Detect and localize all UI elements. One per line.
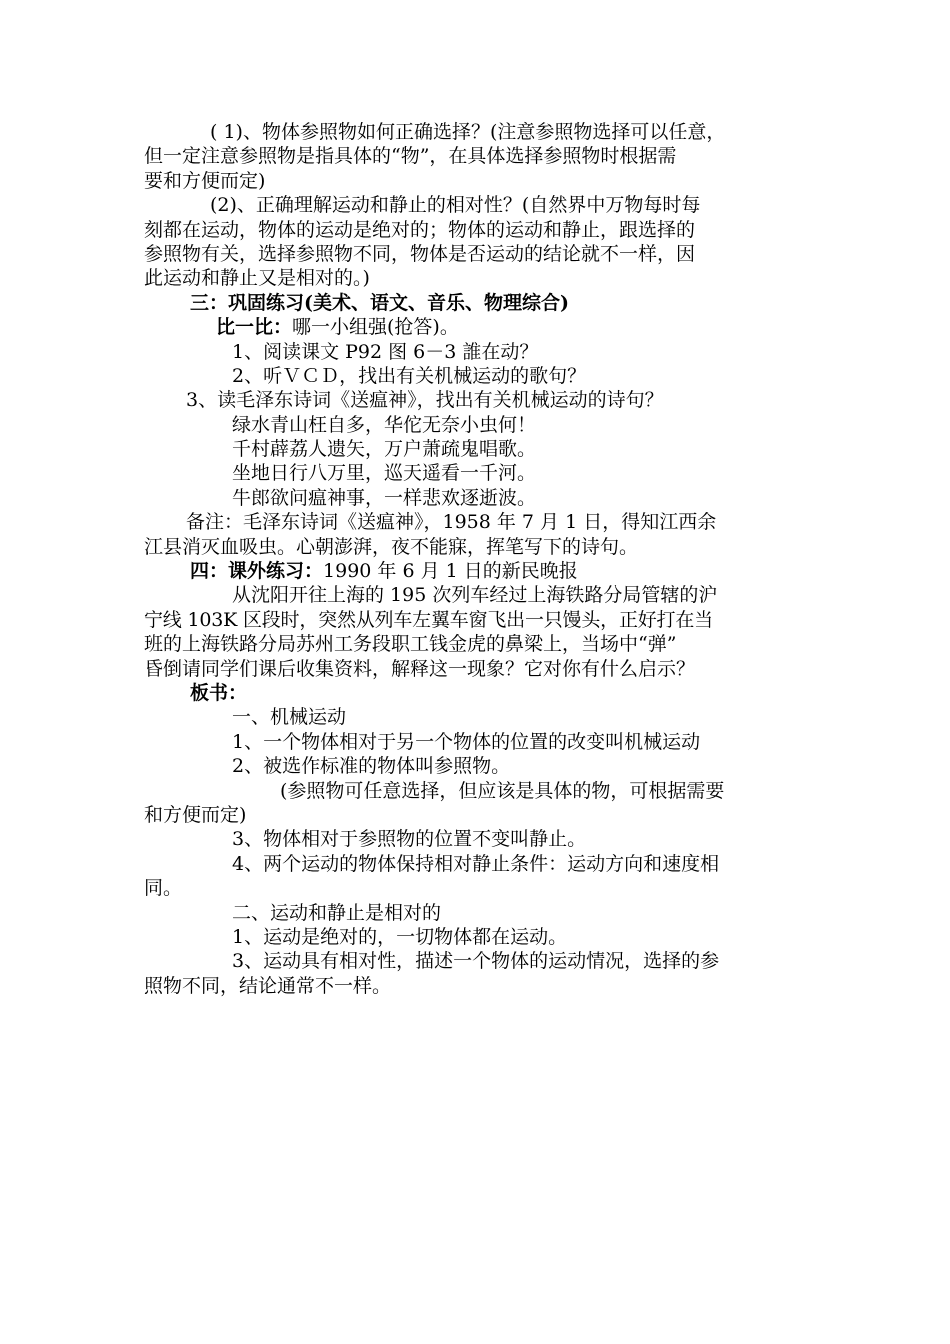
poem-line: 牛郎欲问瘟神事，一样悲欢逐逝波。: [232, 486, 537, 509]
list-item: 3、读毛泽东诗词《送瘟神》，找出有关机械运动的诗句？: [186, 389, 664, 412]
paragraph-line: 宁线 103K 区段时，突然从列车左翼车窗飞出一只馒头，正好打在当: [144, 608, 713, 631]
outline-item: 一、机械运动: [232, 706, 347, 729]
outline-item: 1、一个物体相对于另一个物体的位置的改变叫机械运动: [232, 730, 701, 753]
paragraph-line: 但一定注意参照物是指具体的“物”，在具体选择参照物时根据需: [144, 145, 677, 168]
paragraph-line: [144, 315, 812, 339]
outline-item: 1、运动是绝对的，一切物体都在运动。: [232, 925, 568, 948]
paragraph-line: 班的上海铁路分局苏州工务段职工钱金虎的鼻梁上，当场中“弹”: [144, 633, 677, 656]
outline-item: 二、运动和静止是相对的: [232, 901, 442, 924]
paragraph-line: 从沈阳开往上海的 195 次列车经过上海铁路分局管辖的沪: [232, 584, 718, 607]
poem-line: 坐地日行八万里，巡天遥看一千河。: [232, 462, 537, 485]
paragraph-line: ( 1)、物体参照物如何正确选择？(注意参照物选择可以任意，: [210, 121, 726, 143]
paragraph-line: [144, 559, 812, 583]
outline-item: 和方便而定): [144, 803, 247, 826]
section-heading: 三：巩固练习(美术、语文、音乐、物理综合): [190, 291, 569, 314]
note-line: 备注：毛泽东诗词《送瘟神》，1958 年 7 月 1 日，得知江西余: [186, 511, 717, 534]
list-item: 2、听ＶＣＤ，找出有关机械运动的歌句？: [232, 364, 587, 387]
section-heading: 四：课外练习：: [190, 560, 324, 583]
poem-line: 千村薜荔人遗矢，万户萧疏鬼唱歌。: [232, 438, 537, 461]
list-item: 1、阅读课文 P92 图 6－3 誰在动？: [232, 340, 539, 363]
document-page: [144, 120, 812, 998]
paragraph-line: 刻都在运动，物体的运动是绝对的；物体的运动和静止，跟选择的: [144, 218, 696, 241]
poem-line: 绿水青山枉自多，华佗无奈小虫何！: [232, 413, 537, 436]
section-heading-text: 1990 年 6 月 1 日的新民晚报: [323, 560, 578, 583]
outline-item: 照物不同，结论通常不一样。: [144, 974, 392, 997]
outline-item: 同。: [144, 877, 183, 900]
outline-item: 3、物体相对于参照物的位置不变叫静止。: [232, 828, 587, 851]
subheading-compare: 比一比：: [216, 316, 293, 339]
paragraph-line: 参照物有关，选择参照物不同，物体是否运动的结论就不一样，因: [144, 242, 696, 265]
subheading-compare-text: 哪一小组强(抢答)。: [292, 316, 459, 339]
outline-item: 2、被选作标准的物体叫参照物。: [232, 755, 511, 778]
paragraph-line: 要和方便而定): [144, 169, 266, 192]
paragraph-line: 昏倒请同学们课后收集资料，解释这一现象？它对你有什么启示？: [144, 657, 696, 680]
paragraph-line: (2)、正确理解运动和静止的相对性？(自然界中万物每时每: [210, 194, 701, 217]
paragraph-line: 此运动和静止又是相对的。): [144, 267, 370, 290]
note-line: 江县消灭血吸虫。心朝澎湃，夜不能寐，挥笔写下的诗句。: [144, 535, 639, 558]
section-heading: 板书：: [190, 681, 248, 704]
outline-item: 4、两个运动的物体保持相对静止条件：运动方向和速度相: [232, 852, 720, 875]
outline-item: (参照物可任意选择，但应该是具体的物，可根据需要: [280, 779, 725, 802]
outline-item: 3、运动具有相对性，描述一个物体的运动情况，选择的参: [232, 950, 720, 973]
